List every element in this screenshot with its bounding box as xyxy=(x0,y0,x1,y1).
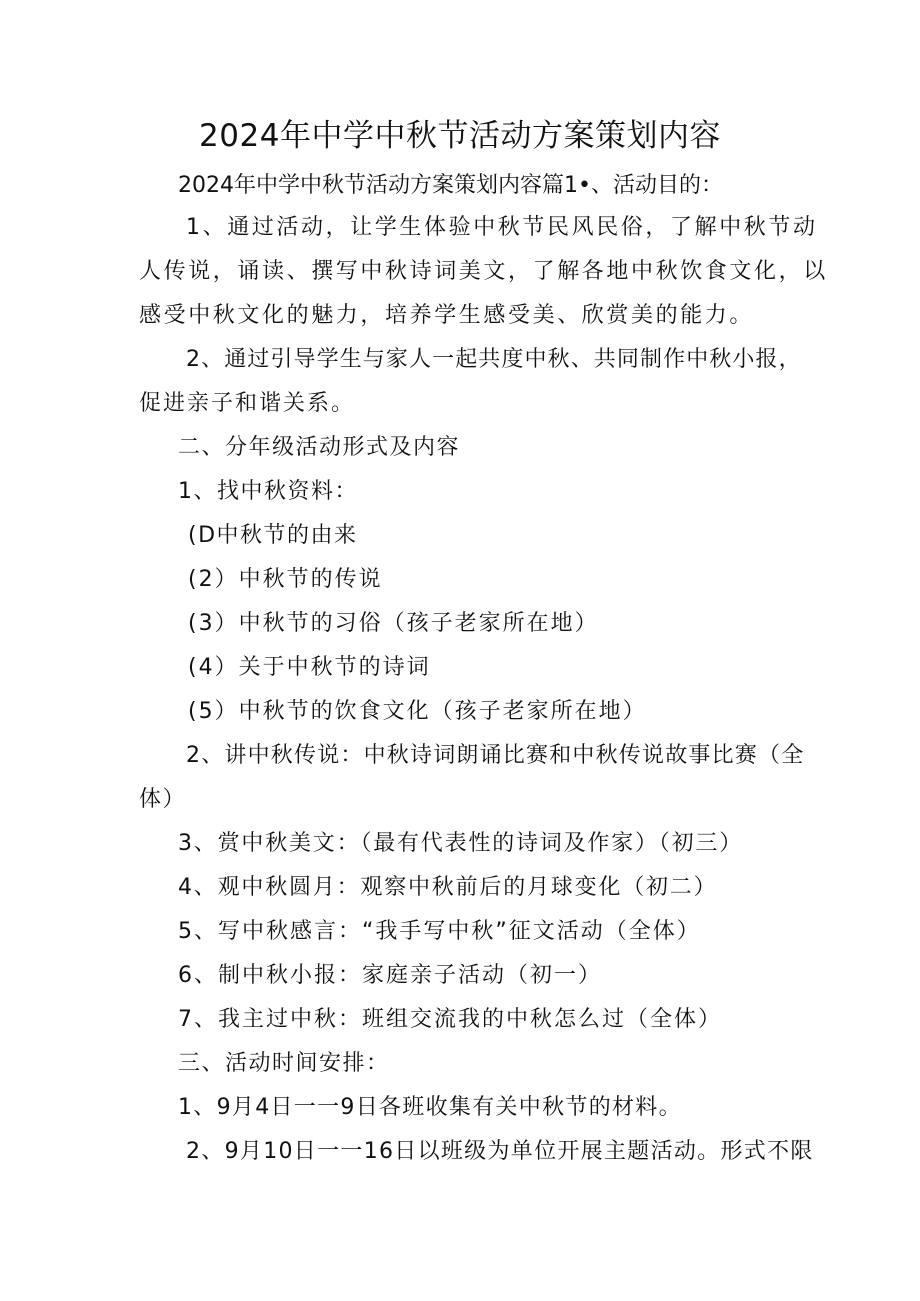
activity-3: 3、赏中秋美文：（最有代表性的诗词及作家）（初三） xyxy=(178,831,743,856)
list-item: (5）中秋节的饮食文化（孩子老家所在地） xyxy=(188,699,647,724)
section-heading-3: 三、活动时间安排： xyxy=(178,1051,390,1076)
activity-2-line-1: 2、讲中秋传说：中秋诗词朗诵比赛和中秋传说故事比赛（全 xyxy=(186,743,805,768)
activity-7: 7、我主过中秋：班组交流我的中秋怎么过（全体） xyxy=(178,1007,722,1032)
purpose-1-line-2: 人传说，诵读、撰写中秋诗词美文，了解各地中秋饮食文化，以 xyxy=(139,259,828,284)
purpose-2-line-2: 促进亲子和谐关系。 xyxy=(139,391,356,416)
purpose-1-line-1: 1、通过活动，让学生体验中秋节民风民俗，了解中秋节动 xyxy=(186,215,818,240)
activity-4: 4、观中秋圆月：观察中秋前后的月球变化（初二） xyxy=(178,875,718,900)
purpose-2-line-1: 2、通过引导学生与家人一起共度中秋、共同制作中秋小报， xyxy=(186,347,802,372)
list-item: (D中秋节的由来 xyxy=(188,523,358,548)
purpose-1-line-3: 感受中秋文化的魅力，培养学生感受美、欣赏美的能力。 xyxy=(139,303,755,328)
activity-2-line-2: 体） xyxy=(139,787,187,812)
schedule-2: 2、9月10日一一16日以班级为单位开展主题活动。形式不限 xyxy=(186,1139,814,1164)
schedule-1: 1、9月4日一一9日各班收集有关中秋节的材料。 xyxy=(178,1095,682,1120)
activity-6: 6、制中秋小报：家庭亲子活动（初一） xyxy=(178,963,602,988)
activity-1-heading: 1、找中秋资料： xyxy=(178,479,358,504)
list-item: (3）中秋节的习俗（孩子老家所在地） xyxy=(188,611,599,636)
intro-line: 2024年中学中秋节活动方案策划内容篇1•、活动目的： xyxy=(178,173,723,198)
list-item: (4）关于中秋节的诗词 xyxy=(188,655,431,680)
section-heading-2: 二、分年级活动形式及内容 xyxy=(178,435,461,460)
list-item: (2）中秋节的传说 xyxy=(188,567,383,592)
document-title: 2024年中学中秋节活动方案策划内容 xyxy=(199,118,721,154)
activity-5: 5、写中秋感言：“我手写中秋”征文活动（全体） xyxy=(178,919,701,944)
